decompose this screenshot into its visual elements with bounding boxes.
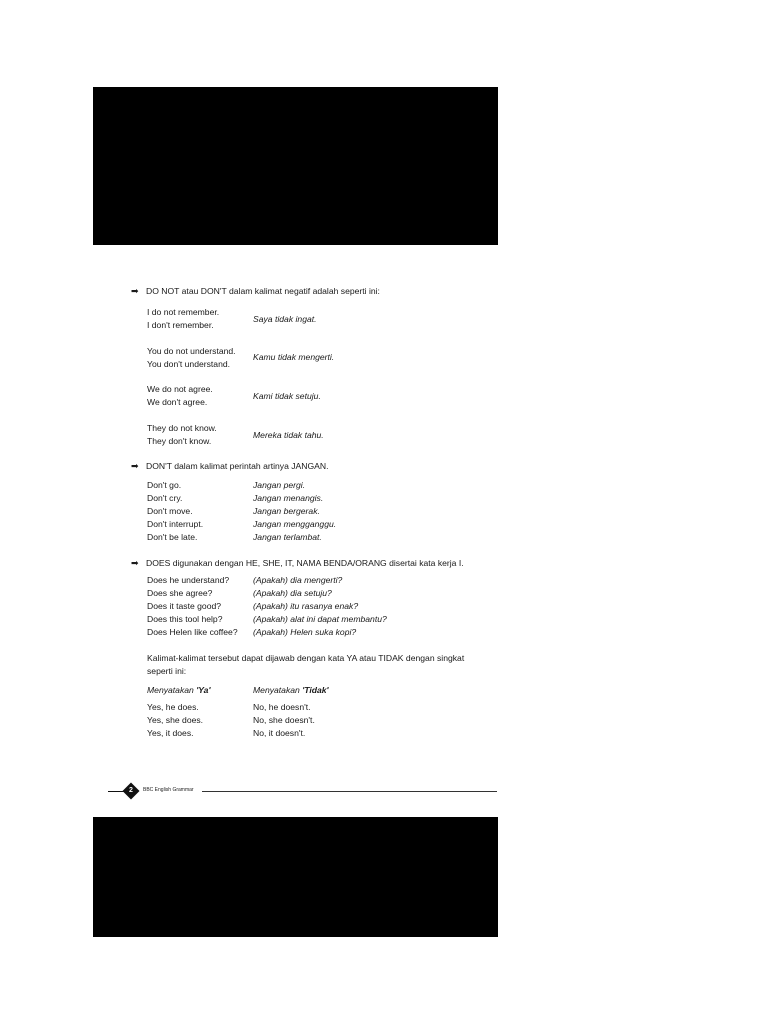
example-en: Does Helen like coffee?	[147, 627, 238, 637]
arrow-right-icon: ➡	[131, 558, 139, 568]
example-en: Does he understand?	[147, 575, 230, 585]
example-id: Jangan mengganggu.	[253, 519, 337, 529]
answer-yes: Yes, it does.	[147, 728, 194, 738]
example-id: (Apakah) dia setuju?	[253, 588, 332, 598]
example-en: They don't know.	[147, 436, 212, 446]
answer-yes: Yes, he does.	[147, 702, 199, 712]
answer-yes: Yes, she does.	[147, 715, 204, 725]
example-en: Don't move.	[147, 506, 193, 516]
example-id: Jangan terlambat.	[253, 532, 322, 542]
example-id: Jangan pergi.	[253, 480, 306, 490]
example-en: Does this tool help?	[147, 614, 223, 624]
example-id: Saya tidak ingat.	[253, 314, 317, 324]
example-en: They do not know.	[147, 423, 217, 433]
example-en: Don't cry.	[147, 493, 183, 503]
arrow-right-icon: ➡	[131, 286, 139, 296]
column-header-no: Menyatakan 'Tidak'	[253, 685, 329, 695]
column-header-yes: Menyatakan 'Ya'	[147, 685, 211, 695]
paragraph-line: seperti ini:	[147, 666, 187, 676]
example-en: Does it taste good?	[147, 601, 222, 611]
paragraph-line: Kalimat-kalimat tersebut dapat dijawab dengan kata YA atau TIDAK dengan singkat	[147, 653, 465, 663]
section-heading-do-not: ➡ DO NOT atau DON'T dalam kalimat negatif adalah seperti ini:	[131, 286, 380, 296]
example-id: Mereka tidak tahu.	[253, 430, 324, 440]
answer-no: No, it doesn't.	[253, 728, 306, 738]
example-id: Jangan bergerak.	[253, 506, 320, 516]
redaction-block-bottom	[93, 817, 498, 937]
arrow-right-icon: ➡	[131, 461, 139, 471]
example-id: Jangan menangis.	[253, 493, 324, 503]
example-en: I don't remember.	[147, 320, 214, 330]
footer-rule-left	[108, 791, 124, 792]
redaction-block-top	[93, 87, 498, 245]
answer-no: No, she doesn't.	[253, 715, 315, 725]
example-en: Don't interrupt.	[147, 519, 204, 529]
example-id: Kamu tidak mengerti.	[253, 352, 335, 362]
example-en: We do not agree.	[147, 384, 213, 394]
example-en: Don't go.	[147, 480, 182, 490]
page-number: 2	[129, 787, 133, 794]
section-heading-dont: ➡ DON'T dalam kalimat perintah artinya JANGAN.	[131, 461, 329, 471]
example-en: I do not remember.	[147, 307, 220, 317]
example-en: Does she agree?	[147, 588, 213, 598]
footer-rule-right	[202, 791, 497, 792]
example-en: Don't be late.	[147, 532, 198, 542]
example-id: (Apakah) itu rasanya enak?	[253, 601, 359, 611]
section-heading-does: ➡ DOES digunakan dengan HE, SHE, IT, NAMA BENDA/ORANG disertai kata kerja I.	[131, 558, 464, 568]
answer-no: No, he doesn't.	[253, 702, 311, 712]
example-id: (Apakah) alat ini dapat membantu?	[253, 614, 387, 624]
example-id: (Apakah) dia mengerti?	[253, 575, 343, 585]
example-en: You don't understand.	[147, 359, 231, 369]
example-id: Kami tidak setuju.	[253, 391, 321, 401]
example-id: (Apakah) Helen suka kopi?	[253, 627, 357, 637]
footer-brand: BBC English Grammar	[143, 787, 194, 793]
example-en: You do not understand.	[147, 346, 236, 356]
example-en: We don't agree.	[147, 397, 208, 407]
